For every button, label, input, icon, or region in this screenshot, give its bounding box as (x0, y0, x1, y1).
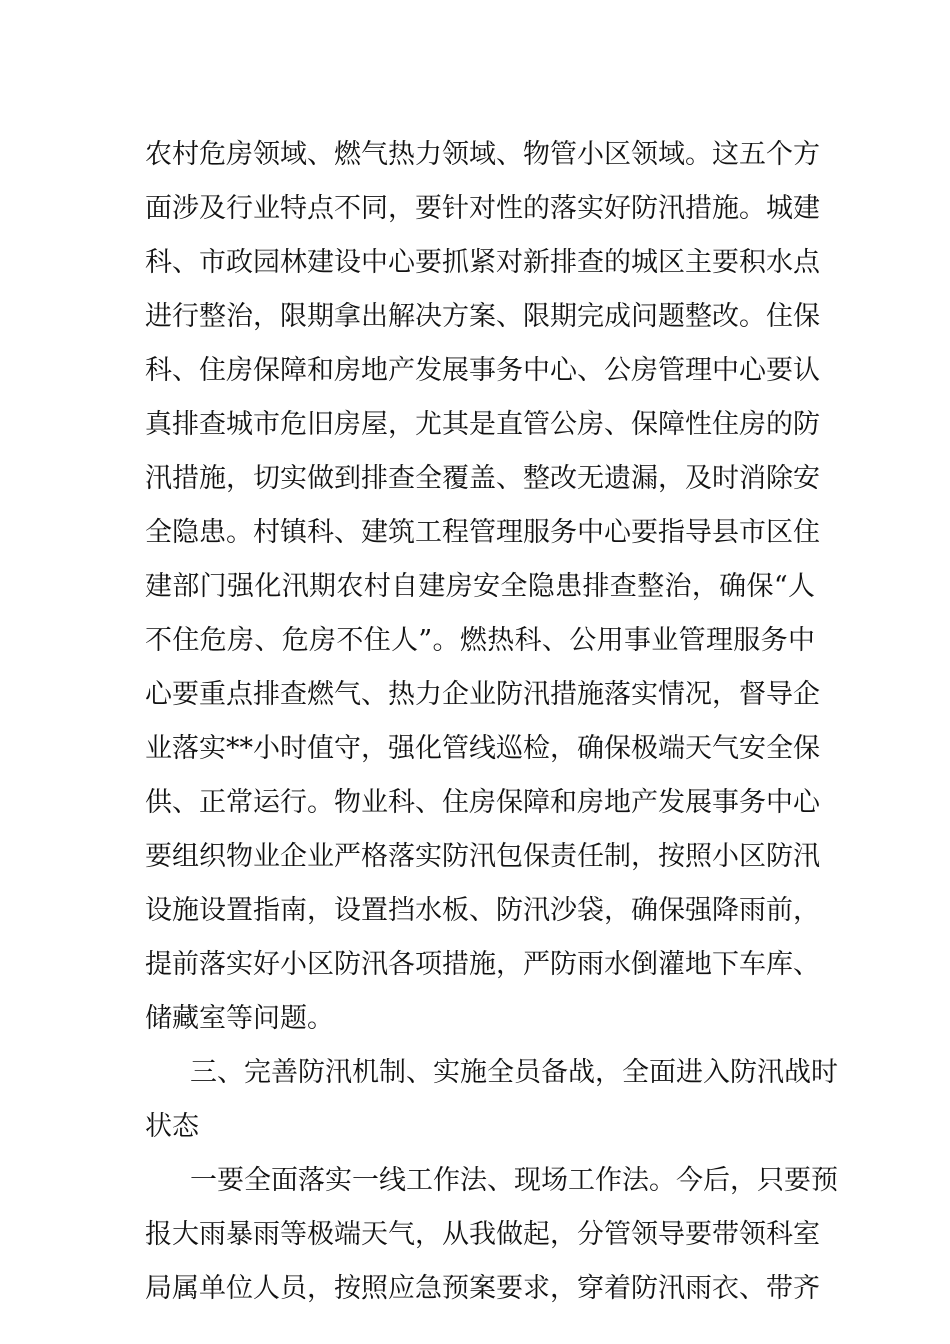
section-heading: 三、完善防汛机制、实施全员备战，全面进入防汛战时 (190, 1057, 838, 1088)
text-line: 供、正常运行。物业科、住房保障和房地产发展事务中心 (145, 787, 820, 818)
text-line: 要组织物业企业严格落实防汛包保责任制，按照小区防汛 (145, 841, 820, 872)
text-line: 进行整治，限期拿出解决方案、限期完成问题整改。住保 (145, 301, 820, 332)
text-line: 设施设置指南，设置挡水板、防汛沙袋，确保强降雨前， (145, 895, 820, 926)
text-line: 汛措施，切实做到排查全覆盖、整改无遗漏，及时消除安 (145, 463, 820, 494)
section-heading-continued: 状态 (145, 1111, 199, 1142)
text-line: 一要全面落实一线工作法、现场工作法。今后，只要预 (190, 1165, 838, 1196)
text-line: 科、住房保障和房地产发展事务中心、公房管理中心要认 (145, 355, 820, 386)
text-line: 报大雨暴雨等极端天气，从我做起，分管领导要带领科室 (145, 1219, 820, 1250)
text-line: 储藏室等问题。 (145, 1003, 334, 1034)
text-line: 农村危房领域、燃气热力领域、物管小区领域。这五个方 (145, 139, 820, 170)
text-line: 科、市政园林建设中心要抓紧对新排查的城区主要积水点 (145, 247, 820, 278)
text-line: 业落实**小时值守，强化管线巡检，确保极端天气安全保 (145, 733, 820, 764)
text-line: 建部门强化汛期农村自建房安全隐患排查整治，确保“人 (145, 571, 815, 602)
text-line: 局属单位人员，按照应急预案要求，穿着防汛雨衣、带齐 (145, 1273, 820, 1304)
text-line: 真排查城市危旧房屋，尤其是直管公房、保障性住房的防 (145, 409, 820, 440)
text-line: 不住危房、危房不住人”。燃热科、公用事业管理服务中 (145, 625, 815, 656)
text-line: 面涉及行业特点不同，要针对性的落实好防汛措施。城建 (145, 193, 820, 224)
text-line: 心要重点排查燃气、热力企业防汛措施落实情况，督导企 (145, 679, 820, 710)
text-line: 提前落实好小区防汛各项措施，严防雨水倒灌地下车库、 (145, 949, 820, 980)
text-line: 全隐患。村镇科、建筑工程管理服务中心要指导县市区住 (145, 517, 820, 548)
